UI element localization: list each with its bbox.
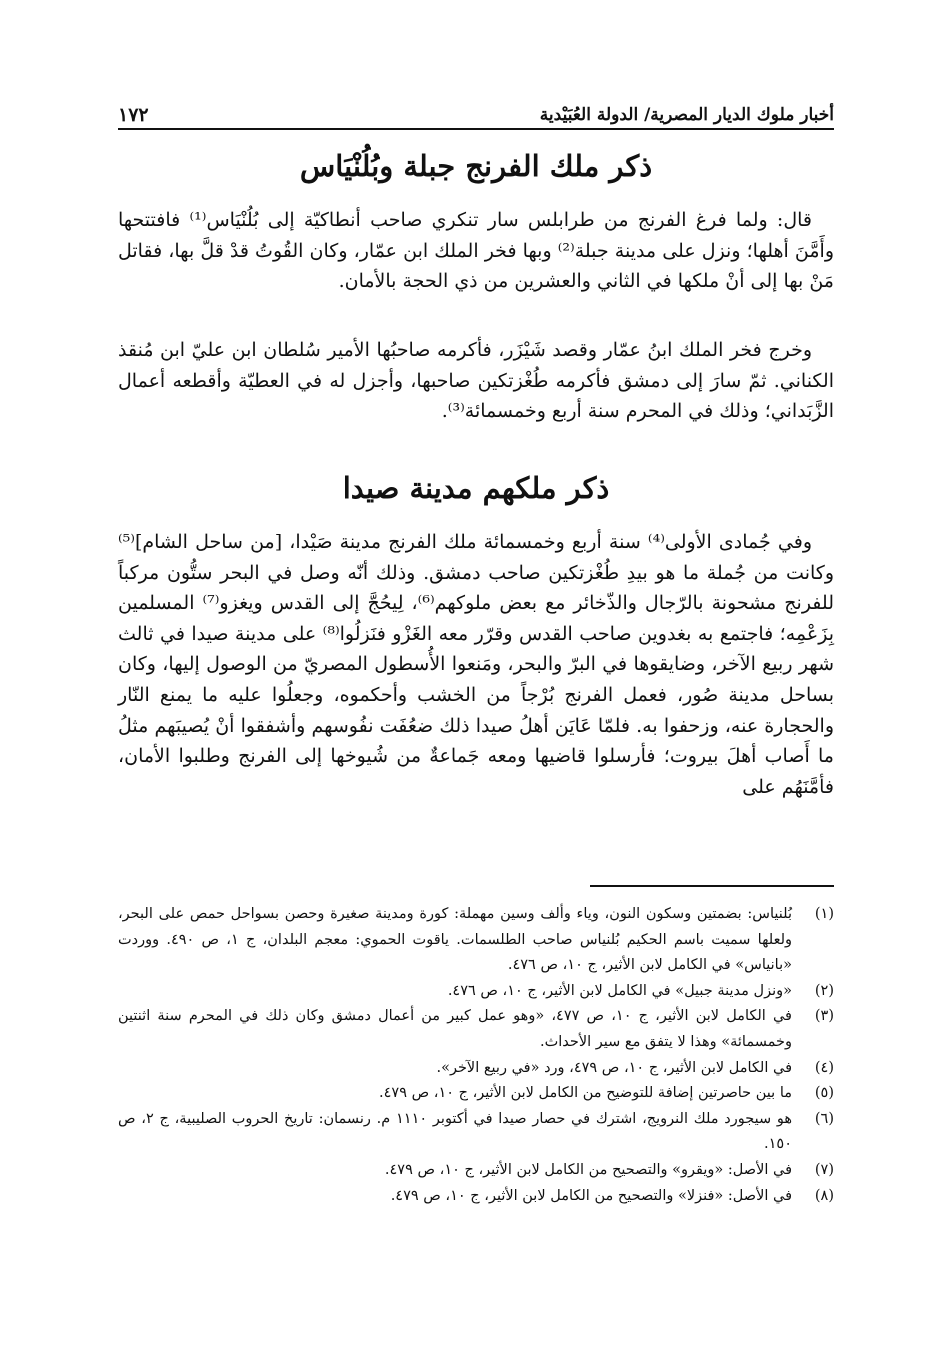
footnote-number: (١) bbox=[814, 906, 834, 922]
footnote-item bbox=[118, 1158, 834, 1184]
paragraph-sayda-1: وفي جُمادى الأولى⁽⁴⁾ سنة أربع وخمسمائة ملك الفرنج مدينة صَيْدا، [من ساحل الشام]⁽⁵⁾ وكانت من جُملة ما هو بيدِ طُغْزتكين صاحب دمشق. وذلك أنّه وصل في البحر ستُّون مركباً للفرنج مشحونة بالرّجال والذّخائر مع بعض ملوكهم⁽⁶⁾، لِيحُجَّ إلى القدس ويغزو⁽⁷⁾ المسلمين بِزَعْمِه؛ فاجتمع به بغدوين صاحب القدس وقرّر معه الغَزْو فنَزلُوا⁽⁸⁾ على مدينة صيدا في ثالث شهر ربيع الآخر، وضايقوها في البرّ والبحر، ومَنعوا الأُسطول المصريّ من الوصول إليها، وكان بساحل مدينة صُور، فعمل الفرنج بُرْجاً من الخشب وأحكموه، وجعلُوا عليه ما يمنع النّار والحجارة عنه، وزحفوا به. فلمّا عَايَن أهلُ صيدا ذلك ضعُفَت نفُوسهم وأشفقوا أنْ يُصيبَهم مثلُ ما أَصاب أهلَ بيروت؛ فأرسلوا قاضيها ومعه جَماعةٌ من شُيوخها إلى الفرنج وطلبوا الأمان، فأمَّنَهُم على bbox=[118, 531, 834, 798]
section-heading-sayda: ذكر ملكهم مدينة صيدا bbox=[342, 471, 610, 505]
footnote-number: (٥) bbox=[814, 1085, 834, 1102]
footnote-item bbox=[118, 1081, 834, 1107]
footnote-number: (٨) bbox=[814, 1187, 834, 1204]
footnote-text: «ونزل مدينة جبيل» في الكامل لابن الأثير، ج ١٠، ص ٤٧٦. bbox=[447, 982, 792, 999]
footnote-number: (٧) bbox=[814, 1161, 834, 1178]
footnote-text: في الأصل: «ويقرو» والتصحيح من الكامل لابن الأثير، ج ١٠، ص ٤٧٩. bbox=[384, 1161, 792, 1178]
paragraph-jabala-1: قال: ولما فرغ الفرنج من طرابلس سار تنكري صاحب أنطاكيّة إلى بُلُنْيَاس⁽¹⁾ فافتتحها وأَمَّنَ أهلها؛ ونزل على مدينة جبلة⁽²⁾ وبها فخر الملك ابن عمّار، وكان القُوتُ قدْ قلَّ بها، فقاتل مَنْ بها إلى أنْ ملكها في الثاني والعشرين من ذي الحجة بالأمان. bbox=[118, 209, 834, 293]
footnote-item bbox=[118, 1056, 834, 1082]
footnote-separator bbox=[590, 885, 834, 887]
footnote-text: بُلنياس: بضمتين وسكون النون، وياء وألف وسين مهملة: كورة ومدينة صغيرة وحصن بسواحل حمص على البحر، ولعلها سميت باسم الحكيم بُلنياس صاحب الطلسمات. ياقوت الحموي: معجم البلدان، ج ١، ص ٤٩٠. ووردت «بانياس» في الكامل لابن الأثير، ج ١٠، ص ٤٧٦. bbox=[118, 906, 792, 974]
running-head bbox=[118, 92, 834, 126]
footnote-text: في الكامل لابن الأثير، ج ١٠، ص ٤٧٩، ورد «في ربيع الآخر». bbox=[436, 1059, 792, 1076]
section-heading-jabala: ذكر ملك الفرنج جبلة وبُلُنْيَاس bbox=[299, 149, 653, 183]
footnote-number: (٣) bbox=[814, 1008, 834, 1025]
footnote-text: هو سيجورد ملك النرويج، اشترك في حصار صيدا في أكتوبر ١١١٠ م. رنسمان: تاريخ الحروب الصليبية، ج ٢، ص ١٥٠. bbox=[118, 1110, 792, 1153]
footnote-item bbox=[118, 1004, 834, 1055]
footnote-text: في الأصل: «فنزلا» والتصحيح من الكامل لابن الأثير، ج ١٠، ص ٤٧٩. bbox=[390, 1187, 792, 1204]
footnote-text: ما بين حاصرتين إضافة للتوضيح من الكامل لابن الأثير، ج ١٠، ص ٤٧٩. bbox=[379, 1085, 792, 1102]
footnote-number: (٤) bbox=[814, 1059, 834, 1076]
header-rule bbox=[118, 128, 834, 130]
footnote-item bbox=[118, 979, 834, 1005]
paragraph-jabala-2: وخرج فخر الملك ابنُ عمّار وقصد شَيْزَر، فأكرمه صاحبُها الأمير سُلطان ابن عليّ ابن مُنقذ الكناني. ثمّ سارَ إلى دمشق فأكرمه طُغْزتكين صاحبها، وأجزل له في العطيّة وأقطعه أعمال الزَّبَداني؛ وذلك في المحرم سنة أربع وخمسمائة⁽³⁾. bbox=[118, 339, 834, 423]
page-number: ١٧٢ bbox=[118, 104, 149, 126]
footnote-item bbox=[118, 902, 834, 979]
running-head-title: أخبار ملوك الديار المصرية/ الدولة العُبَيْدية bbox=[539, 105, 834, 125]
footnote-number: (٦) bbox=[814, 1110, 834, 1127]
footnotes-list bbox=[118, 902, 834, 1209]
footnote-item bbox=[118, 1107, 834, 1158]
footnote-number: (٢) bbox=[814, 982, 834, 999]
footnote-item bbox=[118, 1184, 834, 1210]
footnote-text: في الكامل لابن الأثير، ج ١٠، ص ٤٧٧، «وهو عمل كبير من أعمال دمشق وكان ذلك في المحرم سنة اثنتين وخمسمائة» وهذا لا يتفق مع سير الأحداث. bbox=[118, 1008, 792, 1050]
